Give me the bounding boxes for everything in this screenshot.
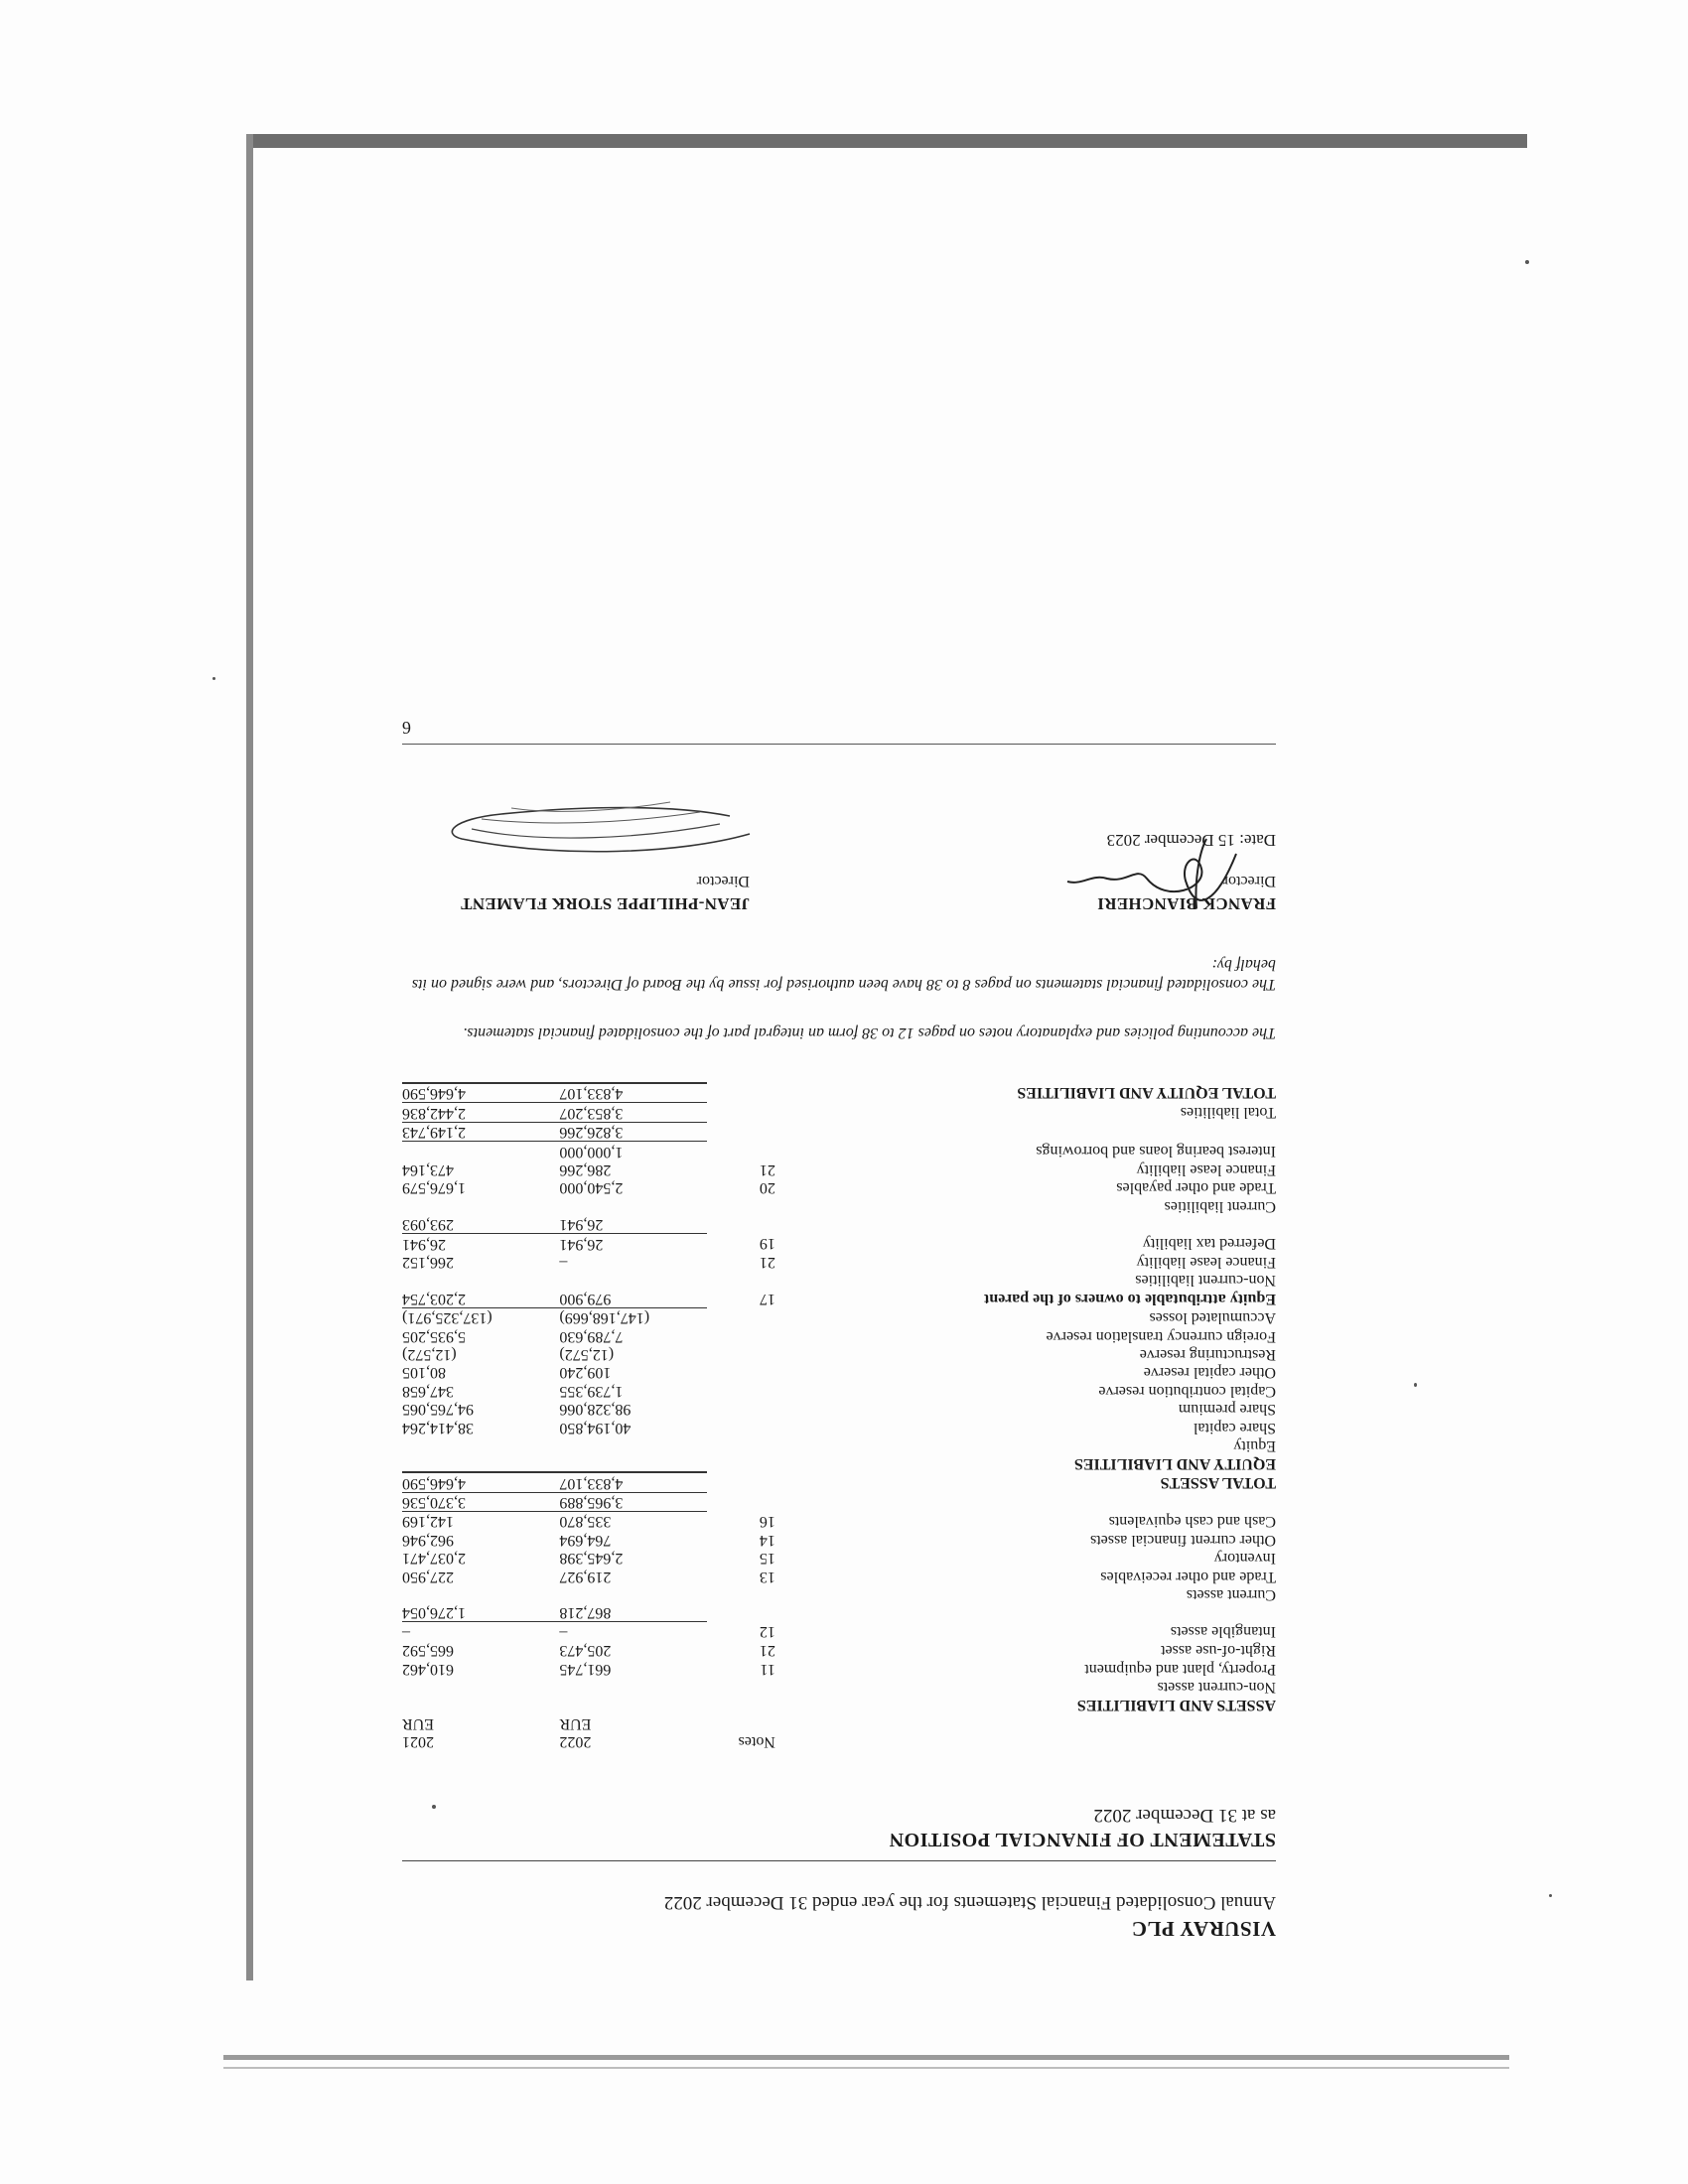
row-value-2021: 4,646,590 xyxy=(402,1083,549,1103)
row-value-2021: 38,414,264 xyxy=(402,1419,474,1436)
row-value-2022: 26,941 xyxy=(549,1215,706,1234)
document-body xyxy=(402,432,1276,1941)
table-row xyxy=(402,1641,1276,1659)
row-note: 16 xyxy=(759,1512,775,1530)
row-note: 12 xyxy=(759,1623,775,1641)
table-row xyxy=(402,1196,1276,1214)
table-row xyxy=(402,1215,1276,1234)
row-value-2021: (12,572) xyxy=(402,1345,457,1363)
row-note: 14 xyxy=(759,1531,775,1549)
table-row xyxy=(402,1103,1276,1122)
row-label: Current assets xyxy=(1186,1586,1276,1604)
row-value-2022: 7,789,630 xyxy=(559,1327,624,1345)
row-label: Other current financial assets xyxy=(1089,1531,1276,1549)
table-row xyxy=(402,1253,1276,1271)
row-label: Trade and other payables xyxy=(1116,1179,1276,1197)
table-row xyxy=(402,1659,1276,1677)
table-row xyxy=(402,1512,1276,1531)
row-label: Accumulated losses xyxy=(1149,1308,1276,1326)
row-value-2022 xyxy=(549,1678,706,1696)
row-note: 19 xyxy=(759,1235,775,1253)
table-row xyxy=(402,1530,1276,1548)
row-label: Finance lease liability xyxy=(1136,1254,1276,1272)
table-row xyxy=(402,1160,1276,1178)
row-note xyxy=(707,1122,775,1141)
row-value-2021 xyxy=(402,1454,549,1472)
table-row xyxy=(402,1622,1276,1641)
row-note xyxy=(707,1307,775,1326)
row-label xyxy=(775,1122,1276,1141)
row-note: 21 xyxy=(759,1642,775,1660)
row-note xyxy=(707,1196,775,1214)
table-row xyxy=(402,1381,1276,1399)
row-value-2022: (12,572) xyxy=(559,1345,615,1363)
table-row xyxy=(402,1326,1276,1344)
row-label: Property, plant and equipment xyxy=(1084,1660,1276,1678)
row-note xyxy=(707,1400,775,1418)
row-note xyxy=(707,1678,775,1696)
row-label: Share premium xyxy=(1178,1401,1276,1419)
row-value-2021: 94,765,065 xyxy=(402,1401,474,1419)
table-row xyxy=(402,1549,1276,1567)
row-note xyxy=(707,1271,775,1289)
currency-2021: EUR xyxy=(402,1714,434,1732)
row-value-2021: 2,149,743 xyxy=(402,1122,549,1141)
table-row xyxy=(402,1234,1276,1253)
row-note xyxy=(707,1492,775,1511)
row-value-2021 xyxy=(402,1271,549,1289)
row-value-2022: – xyxy=(559,1623,568,1641)
table-row xyxy=(402,1678,1276,1696)
table-row xyxy=(402,1400,1276,1418)
row-note: 21 xyxy=(759,1254,775,1272)
row-note xyxy=(707,1103,775,1122)
row-note xyxy=(707,1454,775,1472)
row-label: Capital contribution reserve xyxy=(1098,1382,1276,1400)
row-value-2022 xyxy=(549,1585,706,1603)
row-label: Foreign currency translation reserve xyxy=(1046,1327,1276,1345)
page-number: 6 xyxy=(402,717,411,738)
row-value-2022: 109,240 xyxy=(559,1364,612,1382)
table-row xyxy=(402,1436,1276,1454)
table-row xyxy=(402,1271,1276,1289)
row-value-2022 xyxy=(549,1436,706,1454)
row-value-2021: 3,370,536 xyxy=(402,1492,549,1511)
row-value-2021: 80,105 xyxy=(402,1364,446,1382)
row-value-2021: 473,164 xyxy=(402,1161,454,1179)
row-label: Restructuring reserve xyxy=(1139,1345,1276,1363)
row-label: Non-current assets xyxy=(1157,1679,1276,1696)
row-value-2021: 26,941 xyxy=(402,1235,446,1253)
row-value-2021: 2,203,754 xyxy=(402,1289,549,1307)
row-value-2022: 4,833,107 xyxy=(549,1083,706,1103)
row-label: EQUITY AND LIABILITIES xyxy=(1073,1455,1276,1473)
table-row xyxy=(402,1492,1276,1511)
row-note xyxy=(707,1083,775,1103)
signatory-left-role: Director xyxy=(1222,873,1276,890)
row-value-2021: 142,169 xyxy=(402,1513,454,1531)
table-row xyxy=(402,1454,1276,1472)
row-value-2021: (137,325,971) xyxy=(402,1309,492,1327)
table-row xyxy=(402,1585,1276,1603)
report-subtitle: Annual Consolidated Financial Statements for the year ended 31 December 2022 xyxy=(663,1891,1276,1913)
row-label: Trade and other receivables xyxy=(1100,1568,1276,1585)
row-note xyxy=(707,1345,775,1363)
row-note xyxy=(707,1142,775,1160)
signature-date: Date: 15 December 2023 xyxy=(1106,830,1276,850)
row-value-2022: – xyxy=(559,1254,568,1272)
row-note: 21 xyxy=(759,1161,775,1179)
table-row xyxy=(402,1567,1276,1584)
row-value-2022: 26,941 xyxy=(559,1235,604,1253)
row-value-2022: 2,645,398 xyxy=(559,1550,624,1568)
row-value-2022: 3,965,889 xyxy=(549,1492,706,1511)
row-label: TOTAL EQUITY AND LIABILITIES xyxy=(1017,1084,1276,1102)
table-row xyxy=(402,1289,1276,1307)
row-value-2022 xyxy=(549,1196,706,1214)
row-label: Equity xyxy=(1233,1436,1276,1454)
row-note xyxy=(707,1603,775,1622)
row-value-2022: 1,739,355 xyxy=(559,1382,624,1400)
row-label: Intangible assets xyxy=(1170,1623,1276,1641)
row-note xyxy=(707,1418,775,1435)
row-value-2022: 1,000,000 xyxy=(559,1143,624,1160)
table-currency-row xyxy=(402,1713,1276,1731)
header-rule xyxy=(402,1860,1276,1861)
row-label xyxy=(775,1492,1276,1511)
row-value-2022: 3,826,266 xyxy=(549,1122,706,1141)
row-value-2022: 219,927 xyxy=(559,1568,612,1585)
row-label: Interest bearing loans and borrowings xyxy=(1036,1143,1276,1160)
signatory-right xyxy=(461,872,750,913)
signature-block xyxy=(402,764,1276,913)
signatory-right-name: JEAN-PHILIPPE STORK FLAMENT xyxy=(460,893,750,913)
currency-2022: EUR xyxy=(559,1714,592,1732)
row-value-2022: 4,833,107 xyxy=(549,1472,706,1492)
row-value-2022 xyxy=(549,1454,706,1472)
row-value-2021 xyxy=(402,1196,549,1214)
table-row xyxy=(402,1603,1276,1622)
row-value-2022: 867,218 xyxy=(549,1603,706,1622)
statement-date: as at 31 December 2022 xyxy=(1093,1805,1276,1827)
table-row xyxy=(402,1122,1276,1141)
row-value-2022 xyxy=(549,1696,706,1713)
header-2022: 2022 xyxy=(559,1733,592,1751)
row-label xyxy=(775,1215,1276,1234)
row-label: Non-current liabilities xyxy=(1135,1272,1276,1290)
row-label: Total liabilities xyxy=(1180,1104,1276,1122)
row-value-2022: 979,900 xyxy=(549,1289,706,1307)
row-value-2021 xyxy=(402,1436,549,1454)
handwritten-signature-right xyxy=(432,784,760,874)
statement-title: STATEMENT OF FINANCIAL POSITION xyxy=(889,1829,1276,1851)
header-notes: Notes xyxy=(738,1733,775,1751)
row-note xyxy=(707,1472,775,1492)
row-label: TOTAL ASSETS xyxy=(1160,1473,1276,1491)
signatory-left-name: FRANCK BIANCHERI xyxy=(1096,893,1276,913)
row-note: 17 xyxy=(759,1290,775,1307)
row-value-2022: 286,266 xyxy=(559,1161,612,1179)
row-label: Cash and cash equivalents xyxy=(1108,1512,1276,1530)
row-value-2021: 962,946 xyxy=(402,1531,454,1549)
table-row xyxy=(402,1178,1276,1196)
row-value-2022: 3,853,207 xyxy=(549,1103,706,1122)
row-note: 13 xyxy=(759,1568,775,1585)
footer-rule xyxy=(402,744,1276,745)
row-value-2021 xyxy=(402,1142,549,1160)
row-label: Finance lease liability xyxy=(1136,1161,1276,1179)
row-value-2021: 2,037,471 xyxy=(402,1550,466,1568)
row-value-2021: 665,592 xyxy=(402,1642,454,1660)
row-value-2021: – xyxy=(402,1623,410,1641)
row-label: Right-of-use asset xyxy=(1161,1642,1276,1660)
row-value-2021: 266,152 xyxy=(402,1254,454,1272)
table-row xyxy=(402,1307,1276,1326)
row-note xyxy=(707,1363,775,1381)
row-label: Inventory xyxy=(1213,1550,1276,1568)
company-name: VISURAY PLC xyxy=(1131,1917,1276,1941)
row-label: Equity attributable to owners of the parent xyxy=(984,1290,1276,1307)
header-2021: 2021 xyxy=(402,1733,434,1751)
row-value-2022 xyxy=(549,1271,706,1289)
table-row xyxy=(402,1418,1276,1435)
row-value-2021: 2,442,836 xyxy=(402,1103,549,1122)
row-label: ASSETS AND LIABILITIES xyxy=(1076,1697,1276,1714)
row-value-2022: (147,168,669) xyxy=(559,1309,650,1327)
row-note: 20 xyxy=(759,1179,775,1197)
row-note xyxy=(707,1326,775,1344)
row-value-2022: 205,473 xyxy=(559,1642,612,1660)
row-note: 15 xyxy=(759,1550,775,1568)
row-value-2022: 40,194,850 xyxy=(559,1419,632,1436)
table-row xyxy=(402,1696,1276,1713)
row-note xyxy=(707,1381,775,1399)
row-value-2021 xyxy=(402,1678,549,1696)
row-value-2021 xyxy=(402,1585,549,1603)
accounting-policies-note: The accounting policies and explanatory notes on pages 12 to 38 form an integral part of the consolidated financial statements. xyxy=(463,1024,1276,1042)
row-label xyxy=(775,1603,1276,1622)
handwritten-signature-left xyxy=(1057,834,1256,923)
row-note: 11 xyxy=(760,1660,775,1678)
row-label: Current liabilities xyxy=(1164,1197,1276,1215)
table-row xyxy=(402,1083,1276,1103)
row-note xyxy=(707,1436,775,1454)
row-value-2022: 335,870 xyxy=(559,1513,612,1531)
row-value-2021: 4,646,590 xyxy=(402,1472,549,1492)
row-label: Other capital reserve xyxy=(1143,1364,1276,1382)
row-value-2022: 764,694 xyxy=(559,1531,612,1549)
row-value-2021: 1,676,579 xyxy=(402,1179,466,1197)
row-value-2021 xyxy=(402,1696,549,1713)
row-value-2021: 5,935,205 xyxy=(402,1327,466,1345)
row-value-2021: 347,658 xyxy=(402,1382,454,1400)
row-value-2022: 98,328,066 xyxy=(559,1401,632,1419)
row-value-2021: 293,093 xyxy=(402,1215,549,1234)
row-note xyxy=(707,1696,775,1713)
financial-position-table xyxy=(402,1082,1276,1750)
row-label: Deferred tax liability xyxy=(1142,1235,1276,1253)
row-label: Share capital xyxy=(1193,1419,1276,1436)
table-row xyxy=(402,1472,1276,1492)
table-header-row xyxy=(402,1732,1276,1750)
row-value-2022: 661,745 xyxy=(559,1660,612,1678)
signatory-right-role: Director xyxy=(696,873,750,890)
row-value-2021: 610,462 xyxy=(402,1660,454,1678)
approval-statement: The consolidated financial statements on pages 8 to 38 have been authorised for issue by the Board of Directors, and were signed on its behalf by: xyxy=(411,955,1276,994)
table-row xyxy=(402,1363,1276,1381)
row-note xyxy=(707,1585,775,1603)
table-row xyxy=(402,1345,1276,1363)
table-row xyxy=(402,1142,1276,1160)
row-value-2021: 1,276,054 xyxy=(402,1603,549,1622)
row-value-2021: 227,950 xyxy=(402,1568,454,1585)
row-value-2022: 2,540,000 xyxy=(559,1179,624,1197)
row-note xyxy=(707,1215,775,1234)
